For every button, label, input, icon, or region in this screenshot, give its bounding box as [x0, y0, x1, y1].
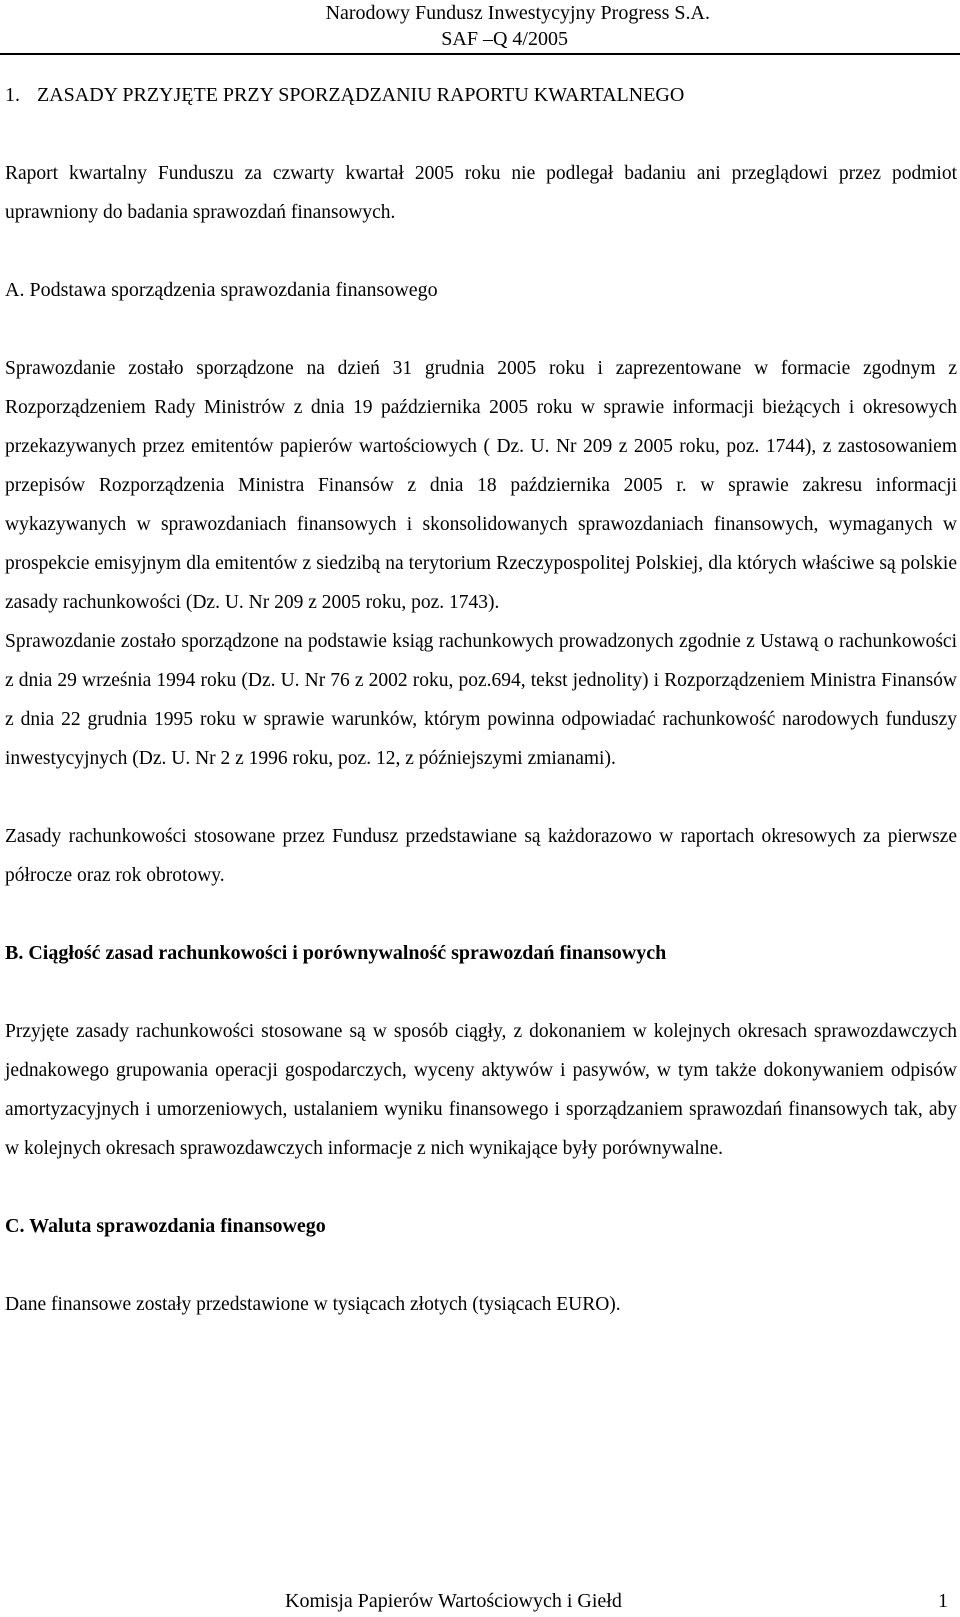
subsection-a-heading: A. Podstawa sporządzenia sprawozdania finansowego — [5, 279, 438, 301]
subsection-a-paragraph-3: Zasady rachunkowości stosowane przez Fundusz przedstawiane są każdorazowo w raportach okresowych za pierwsze półrocze oraz rok obrotowy. — [5, 826, 957, 886]
page-number: 1 — [938, 1590, 948, 1612]
subsection-c-heading: C. Waluta sprawozdania finansowego — [5, 1215, 326, 1237]
company-name: Narodowy Fundusz Inwestycyjny Progress S.A. — [325, 2, 710, 24]
subsection-b-heading: B. Ciągłość zasad rachunkowości i porównywalność sprawozdań finansowych — [5, 942, 667, 964]
section-number: 1. — [5, 84, 20, 106]
spacer — [5, 973, 957, 1012]
intro-paragraph: Raport kwartalny Funduszu za czwarty kwartał 2005 roku nie podlegał badaniu ani przeglądowi przez podmiot uprawniony do badania sprawozdań finansowych. — [5, 163, 957, 223]
subsection-a-paragraph-1: Sprawozdanie zostało sporządzone na dzień 31 grudnia 2005 roku i zaprezentowane w formacie zgodnym z Rozporządzeniem Rady Ministrów z dnia 19 października 2005 roku w sprawie informacji bieżących i okresowych przekazywanych przez emitentów papierów wartościowych ( Dz. U. Nr 209 z 2005 roku, poz. 1744), z zastosowaniem przepisów Rozporządzenia Ministra Finansów z dnia 18 października 2005 r. w sprawie zakresu informacji wykazywanych w sprawozdaniach finansowych i skonsolidowanych sprawozdaniach finansowych, wymaganych w prospekcie emisyjnym dla emitentów z siedzibą na terytorium Rzeczypospolitej Polskiej, dla których właściwe są polskie zasady rachunkowości (Dz. U. Nr 209 z 2005 roku, poz. 1743). — [5, 358, 957, 613]
document-body — [5, 76, 957, 1324]
spacer — [5, 115, 957, 154]
spacer — [5, 895, 957, 934]
page-footer — [0, 1582, 960, 1617]
spacer — [5, 778, 957, 817]
spacer — [5, 310, 957, 349]
subsection-a-paragraph-2: Sprawozdanie zostało sporządzone na podstawie ksiąg rachunkowych prowadzonych zgodnie z Ustawą o rachunkowości z dnia 29 września 1994 roku (Dz. U. Nr 76 z 2002 roku, poz.694, tekst jednolity) i Rozporządzeniem Ministra Finansów z dnia 22 grudnia 1995 roku w sprawie warunków, którym powinna odpowiadać rachunkowość narodowych funduszy inwestycyjnych (Dz. U. Nr 2 z 1996 roku, poz. 12, z późniejszymi zmianami). — [5, 631, 957, 769]
section-title-text: ZASADY PRZYJĘTE PRZY SPORZĄDZANIU RAPORTU KWARTALNEGO — [37, 84, 685, 106]
page-header — [0, 0, 960, 54]
section-title — [5, 76, 957, 115]
header-rule — [0, 53, 960, 55]
footer-text: Komisja Papierów Wartościowych i Giełd — [285, 1590, 622, 1612]
spacer — [5, 1168, 957, 1207]
spacer — [5, 232, 957, 271]
subsection-c-paragraph-1: Dane finansowe zostały przedstawione w tysiącach złotych (tysiącach EURO). — [5, 1294, 621, 1315]
subsection-b-paragraph-1: Przyjęte zasady rachunkowości stosowane są w sposób ciągły, z dokonaniem w kolejnych okresach sprawozdawczych jednakowego grupowania operacji gospodarczych, wyceny aktywów i pasywów, w tym także dokonywaniem odpisów amortyzacyjnych i umorzeniowych, ustalaniem wyniku finansowego i sporządzaniem sprawozdań finansowych tak, aby w kolejnych okresach sprawozdawczych informacje z nich wynikające były porównywalne. — [5, 1021, 957, 1159]
report-code: SAF –Q 4/2005 — [441, 28, 568, 50]
spacer — [5, 1246, 957, 1285]
